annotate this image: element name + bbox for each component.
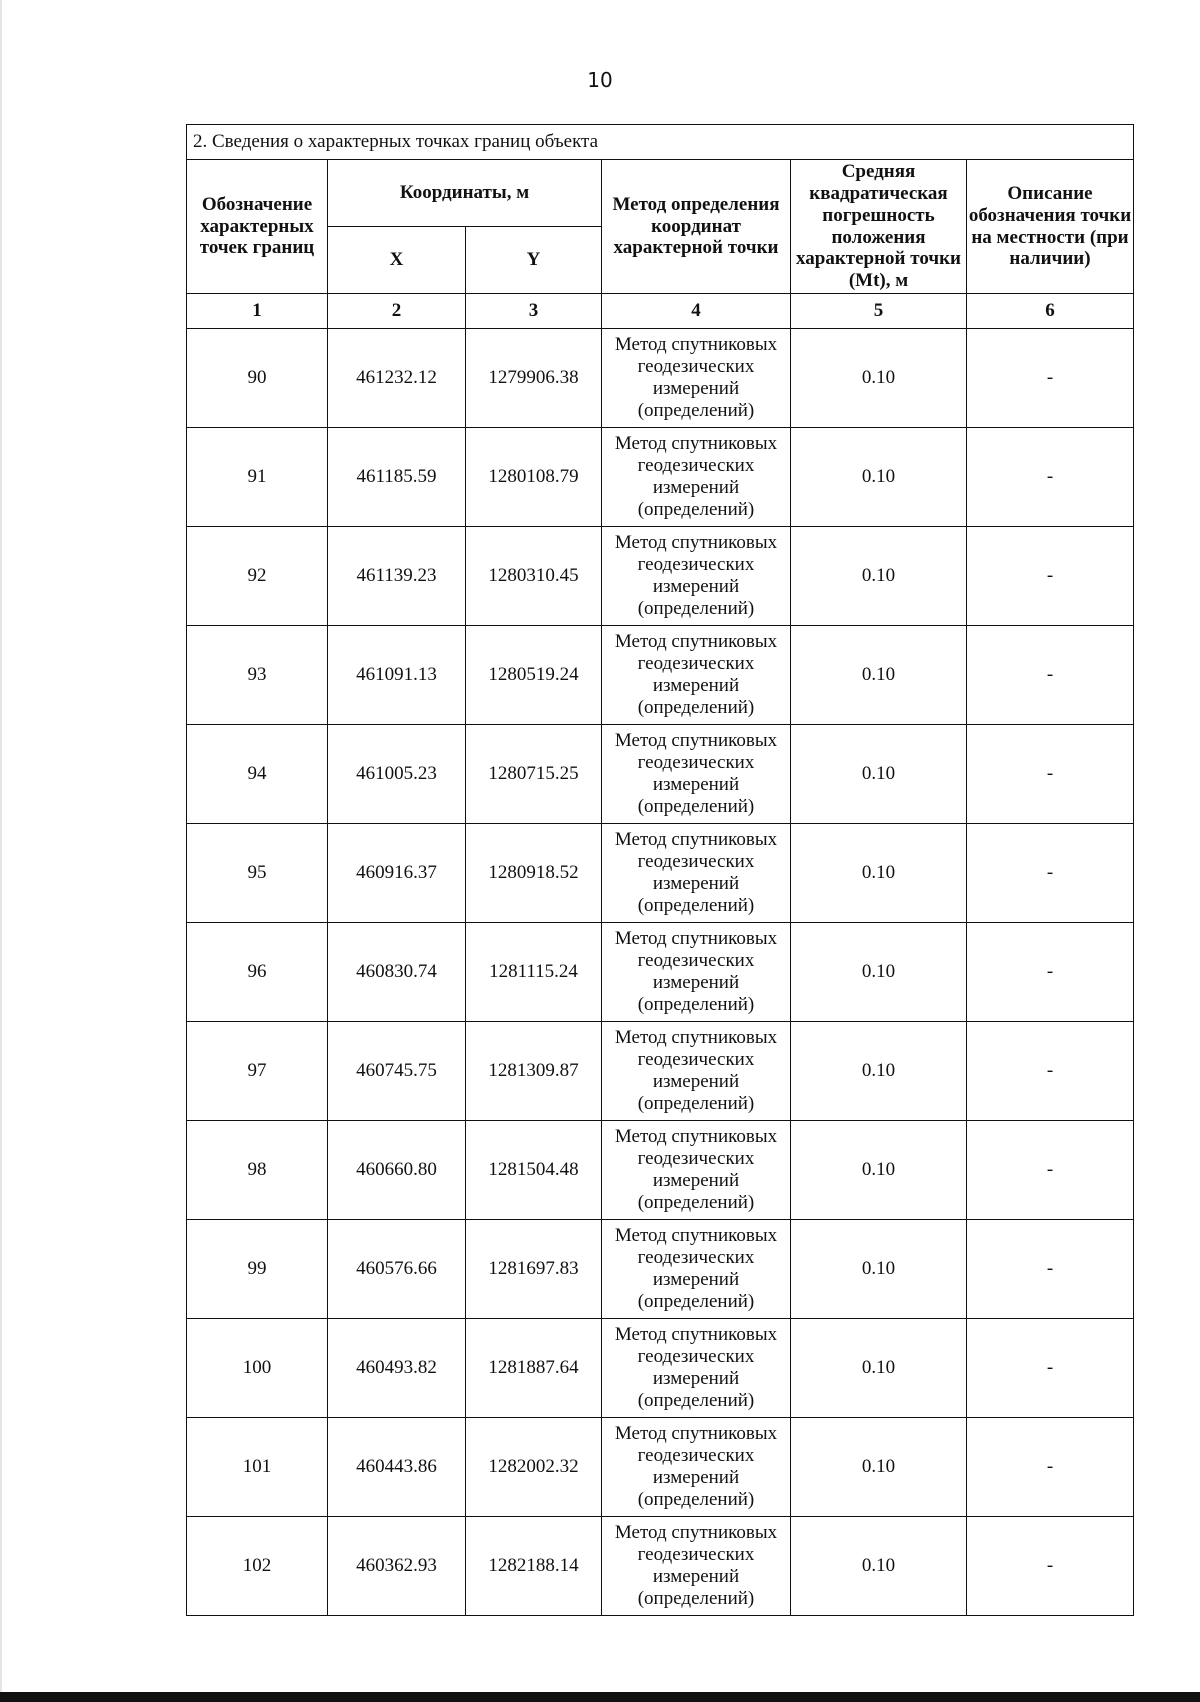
point-designation-cell: 90 [187,329,328,428]
coordinate-x-cell: 460443.86 [328,1418,466,1517]
table-row [187,329,1134,428]
coordinate-x-cell: 460916.37 [328,824,466,923]
table-row [187,626,1134,725]
coordinate-x-cell: 460362.93 [328,1517,466,1616]
coordinate-y-cell: 1281309.87 [466,1022,602,1121]
description-cell: - [967,1517,1134,1616]
coordinate-y-cell: 1281504.48 [466,1121,602,1220]
method-cell: Метод спутниковых геодезических измерений (определений) [602,1022,791,1121]
column-number: 5 [791,294,967,329]
coordinate-y-cell: 1280715.25 [466,725,602,824]
coordinate-y-cell: 1280310.45 [466,527,602,626]
point-designation-cell: 100 [187,1319,328,1418]
method-cell: Метод спутниковых геодезических измерений (определений) [602,329,791,428]
column-number: 1 [187,294,328,329]
coordinate-x-cell: 461005.23 [328,725,466,824]
method-cell: Метод спутниковых геодезических измерений (определений) [602,626,791,725]
error-cell: 0.10 [791,824,967,923]
description-cell: - [967,725,1134,824]
header-description: Описание обозначения точки на местности (при наличии) [967,160,1134,294]
table-row [187,725,1134,824]
error-cell: 0.10 [791,1022,967,1121]
description-cell: - [967,1319,1134,1418]
column-number: 6 [967,294,1134,329]
description-cell: - [967,1418,1134,1517]
coordinate-x-cell: 461091.13 [328,626,466,725]
column-number: 4 [602,294,791,329]
table-row [187,1220,1134,1319]
method-cell: Метод спутниковых геодезических измерений (определений) [602,527,791,626]
method-cell: Метод спутниковых геодезических измерений (определений) [602,1418,791,1517]
coordinate-y-cell: 1281697.83 [466,1220,602,1319]
header-coordinates: Координаты, м [328,160,602,227]
coordinate-x-cell: 460493.82 [328,1319,466,1418]
description-cell: - [967,824,1134,923]
coordinate-x-cell: 460745.75 [328,1022,466,1121]
scan-bottom-edge [0,1692,1200,1702]
error-cell: 0.10 [791,329,967,428]
error-cell: 0.10 [791,725,967,824]
table-row [187,1418,1134,1517]
scan-margin-line [0,0,2,1702]
table-row [187,923,1134,1022]
error-cell: 0.10 [791,923,967,1022]
description-cell: - [967,527,1134,626]
point-designation-cell: 96 [187,923,328,1022]
description-cell: - [967,1220,1134,1319]
description-cell: - [967,428,1134,527]
method-cell: Метод спутниковых геодезических измерений (определений) [602,1121,791,1220]
header-x: X [328,227,466,294]
coordinate-x-cell: 461232.12 [328,329,466,428]
header-row-1 [187,160,1134,227]
table-row [187,1022,1134,1121]
point-designation-cell: 95 [187,824,328,923]
error-cell: 0.10 [791,428,967,527]
coordinate-x-cell: 460660.80 [328,1121,466,1220]
section-title: 2. Сведения о характерных точках границ объекта [187,125,1134,160]
error-cell: 0.10 [791,1517,967,1616]
boundary-points-table [186,124,1134,1616]
page-number-text: 10 [587,68,613,92]
method-cell: Метод спутниковых геодезических измерений (определений) [602,923,791,1022]
table-row [187,428,1134,527]
method-cell: Метод спутниковых геодезических измерений (определений) [602,1220,791,1319]
coordinate-x-cell: 461139.23 [328,527,466,626]
point-designation-cell: 93 [187,626,328,725]
coordinate-y-cell: 1281115.24 [466,923,602,1022]
method-cell: Метод спутниковых геодезических измерений (определений) [602,428,791,527]
method-cell: Метод спутниковых геодезических измерений (определений) [602,824,791,923]
coordinate-x-cell: 460576.66 [328,1220,466,1319]
method-cell: Метод спутниковых геодезических измерений (определений) [602,1517,791,1616]
point-designation-cell: 99 [187,1220,328,1319]
error-cell: 0.10 [791,626,967,725]
header-error: Средняя квадратическая погрешность положения характерной точки (Mt), м [791,160,967,294]
point-designation-cell: 94 [187,725,328,824]
coordinate-y-cell: 1282188.14 [466,1517,602,1616]
error-cell: 0.10 [791,1418,967,1517]
header-numbers-row [187,294,1134,329]
coordinate-y-cell: 1280108.79 [466,428,602,527]
table-row [187,1319,1134,1418]
point-designation-cell: 98 [187,1121,328,1220]
coordinate-y-cell: 1279906.38 [466,329,602,428]
coordinate-y-cell: 1280519.24 [466,626,602,725]
description-cell: - [967,923,1134,1022]
error-cell: 0.10 [791,527,967,626]
description-cell: - [967,626,1134,725]
method-cell: Метод спутниковых геодезических измерений (определений) [602,1319,791,1418]
point-designation-cell: 102 [187,1517,328,1616]
table-row [187,824,1134,923]
description-cell: - [967,329,1134,428]
point-designation-cell: 97 [187,1022,328,1121]
method-cell: Метод спутниковых геодезических измерений (определений) [602,725,791,824]
coordinate-y-cell: 1281887.64 [466,1319,602,1418]
table-row [187,1517,1134,1616]
description-cell: - [967,1022,1134,1121]
error-cell: 0.10 [791,1319,967,1418]
error-cell: 0.10 [791,1121,967,1220]
point-designation-cell: 92 [187,527,328,626]
column-number: 3 [466,294,602,329]
table-body [187,329,1134,1616]
page-number [0,68,1200,92]
coordinate-x-cell: 460830.74 [328,923,466,1022]
header-y: Y [466,227,602,294]
point-designation-cell: 101 [187,1418,328,1517]
description-cell: - [967,1121,1134,1220]
header-point-designation: Обозначение характерных точек границ [187,160,328,294]
point-designation-cell: 91 [187,428,328,527]
table-row [187,527,1134,626]
section-title-row [187,125,1134,160]
coordinate-x-cell: 461185.59 [328,428,466,527]
coordinate-y-cell: 1280918.52 [466,824,602,923]
header-method: Метод определения координат характерной точки [602,160,791,294]
coordinate-y-cell: 1282002.32 [466,1418,602,1517]
table-row [187,1121,1134,1220]
error-cell: 0.10 [791,1220,967,1319]
column-number: 2 [328,294,466,329]
